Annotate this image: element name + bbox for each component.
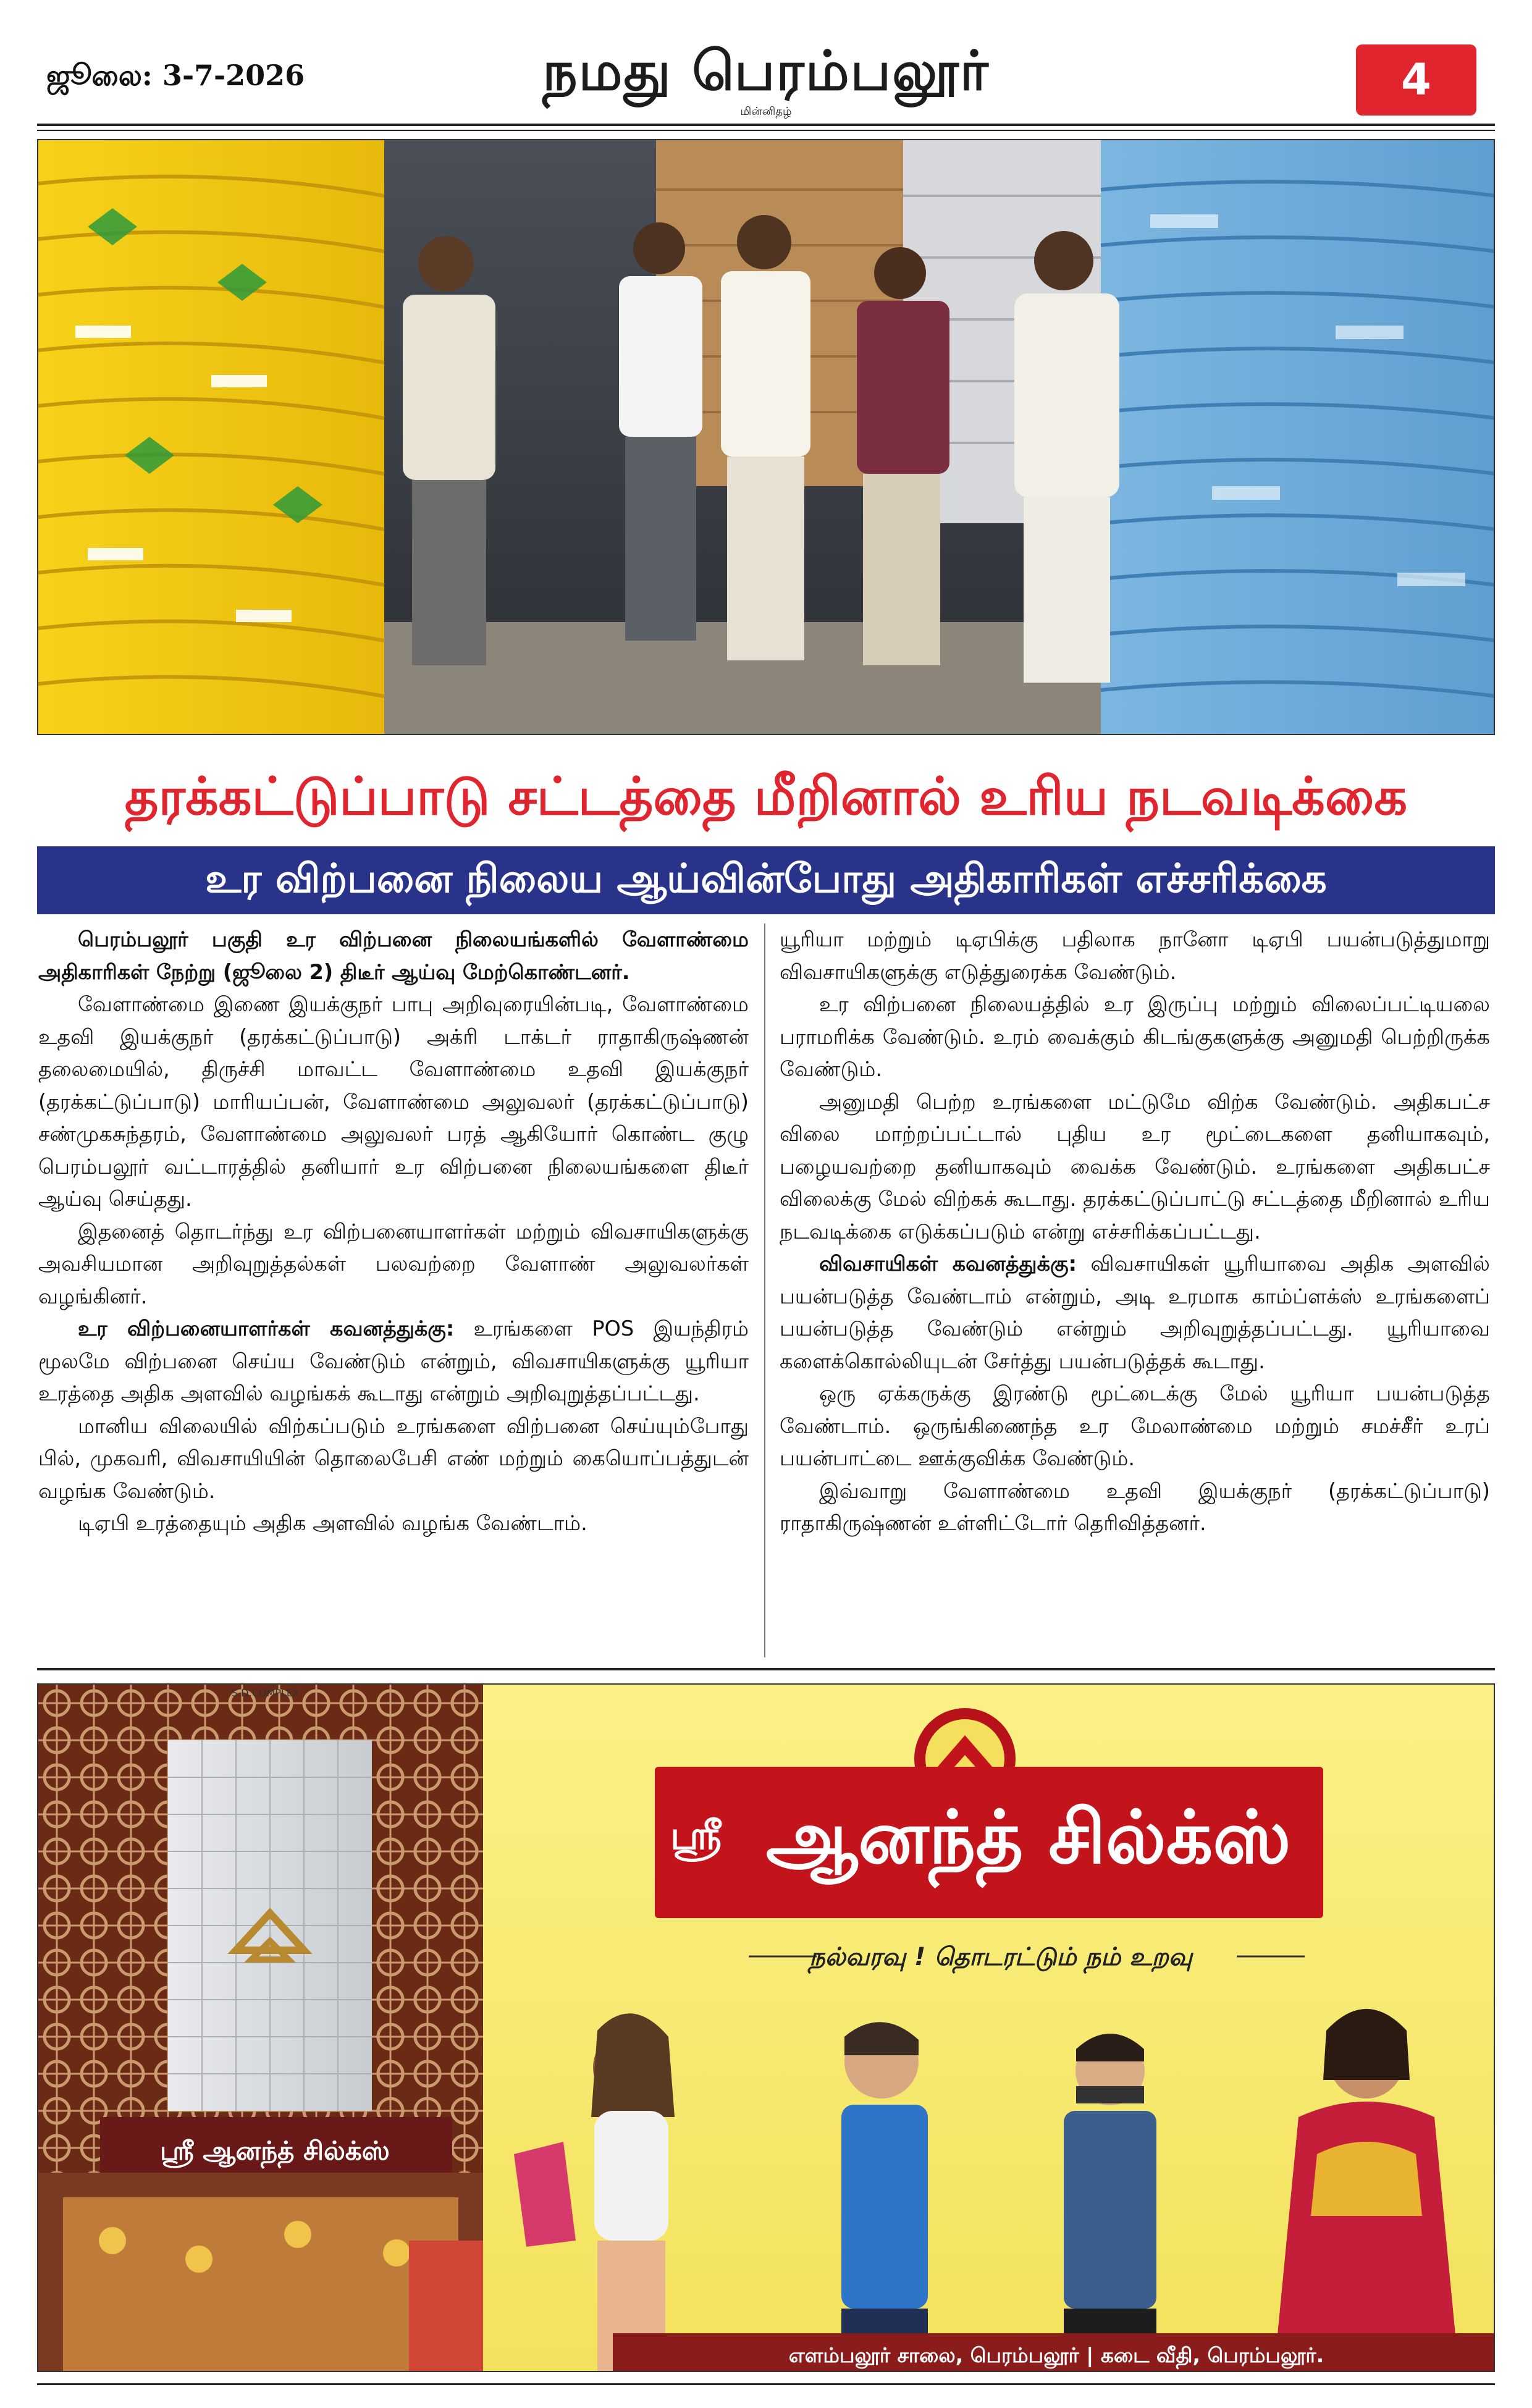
article-paragraph <box>780 1475 1490 1540</box>
paragraph-text: உரங்களை POS இயந்திரம் மூலமே விற்பனை செய்ய வேண்டும் என்றும், விவசாயிகளுக்கு யூரியா உரத்தை அதிக அளவில் வழங்கக் கூடாது என்றும் அறிவுறுத்தப்பட்டது. <box>38 1316 749 1405</box>
masthead-rule <box>37 124 1495 126</box>
paragraph-lead: விவசாயிகள் கவனத்துக்கு: <box>819 1252 1077 1276</box>
paragraph-lead: உர விற்பனையாளர்கள் கவனத்துக்கு: <box>78 1316 455 1341</box>
article-paragraph <box>38 1216 749 1313</box>
article-paragraph <box>780 924 1490 988</box>
models-group <box>514 2009 1459 2372</box>
news-photo <box>37 139 1495 735</box>
paragraph-text: இதனைத் தொடர்ந்து உர விற்பனையாளர்கள் மற்றும் விவசாயிகளுக்கு அவசியமான அறிவுறுத்தல்கள் பலவற்றை வேளாண் அலுவலர்கள் வழங்கினர். <box>38 1219 749 1308</box>
building-label: S.D.COMPLEX <box>232 1687 300 1699</box>
issue-date: ஜூலை: 3-7-2026 <box>46 59 305 92</box>
article-headline: தரக்கட்டுப்பாடு சட்டத்தை மீறினால் உரிய நடவடிக்கை <box>124 766 1408 827</box>
article-bottom-rule <box>37 1668 1495 1670</box>
paragraph-text: வேளாண்மை இணை இயக்குநர் பாபு அறிவுரையின்படி, வேளாண்மை உதவி இயக்குநர் (தரக்கட்டுப்பாடு) அக்ரி டாக்டர் ராதாகிருஷ்ணன் தலைமையில், திருச்சி மாவட்ட வேளாண்மை உதவி இயக்குநர் (தரக்கட்டுப்பாடு) மாரியப்பன், வேளாண்மை அலுவலர் (தரக்கட்டுப்பாடு) சண்முகசுந்தரம், வேளாண்மை அலுவலர் பரத் ஆகியோர் கொண்ட குழு பெரம்பலூர் வட்டாரத்தில் தனியார் உர விற்பனை நிலையங்களை திடீர் ஆய்வு செய்தது. <box>38 992 749 1211</box>
article-paragraph <box>38 1313 749 1410</box>
masthead-title: நமது பெரம்பலூர் <box>542 38 990 103</box>
paragraph-text: மானிய விலையில் விற்கப்படும் உரங்களை விற்பனை செய்யும்போது பில், முகவரி, விவசாயியின் தொலைபேசி எண் மற்றும் கையொப்பத்துடன் வழங்க வேண்டும். <box>38 1413 749 1503</box>
masthead-tagline: மின்னிதழ் <box>740 105 792 118</box>
article-paragraph <box>38 1507 749 1540</box>
article-paragraph <box>780 1378 1490 1475</box>
paragraph-text: விவசாயிகள் யூரியாவை அதிக அளவில் பயன்படுத்த வேண்டாம் என்றும், அடி உரமாக காம்ப்ளக்ஸ் உரங்களைப் பயன்படுத்த வேண்டும் என்றும் அறிவுறுத்தப்பட்டது. யூரியாவை களைக்கொல்லியுடன் சேர்த்து பயன்படுத்தக் கூடாது. <box>780 1252 1490 1373</box>
shop-sign-text: ஸ்ரீ ஆனந்த் சில்க்ஸ் <box>160 2136 390 2166</box>
page-number-badge: 4 <box>1356 44 1476 116</box>
shop-address: எளம்பலூர் சாலை, பெரம்பலூர் | கடை வீதி, பெரம்பலூர். <box>788 2343 1324 2367</box>
column-divider <box>764 924 765 1657</box>
paragraph-text: யூரியா மற்றும் டிஏபிக்கு பதிலாக நானோ டிஏபி பயன்படுத்துமாறு விவசாயிகளுக்கு எடுத்துரைக்க வேண்டும். <box>780 927 1490 984</box>
brand-prefix: ஸ்ரீ <box>670 1813 722 1859</box>
article-paragraph <box>780 1086 1490 1248</box>
masthead-rule-thin <box>37 130 1495 131</box>
article-column-1 <box>38 924 749 1540</box>
paragraph-text: இவ்வாறு வேளாண்மை உதவி இயக்குநர் (தரக்கட்டுப்பாடு) ராதாகிருஷ்ணன் உள்ளிட்டோர் தெரிவித்தனர். <box>780 1478 1490 1535</box>
article-paragraph <box>780 1248 1490 1378</box>
paragraph-text: டிஏபி உரத்தையும் அதிக அளவில் வழங்க வேண்டாம். <box>78 1511 587 1535</box>
article-paragraph <box>38 988 749 1216</box>
article-paragraph <box>38 1410 749 1508</box>
brand-tagline: நல்வரவு ! தொடரட்டும் நம் உறவு <box>809 1943 1192 1971</box>
paragraph-lead: பெரம்பலூர் பகுதி உர விற்பனை நிலையங்களில் வேளாண்மை அதிகாரிகள் நேற்று (ஜூலை 2) திடீர் ஆய்வு மேற்கொண்டனர். <box>38 927 749 984</box>
fertilizer-warehouse-photo <box>38 140 1495 735</box>
paragraph-text: அனுமதி பெற்ற உரங்களை மட்டுமே விற்க வேண்டும். அதிகபட்ச விலை மாற்றப்பட்டால் புதிய உர மூட்டைகளை தனியாகவும், பழையவற்றை தனியாகவும் வைக்க வேண்டும். உரங்களை அதிகபட்ச விலைக்கு மேல் விற்கக் கூடாது. தரக்கட்டுப்பாட்டு சட்டத்தை மீறினால் உரிய நடவடிக்கை எடுக்கப்படும் என்று எச்சரிக்கப்பட்டது. <box>780 1089 1490 1244</box>
article-paragraph <box>780 988 1490 1086</box>
brand-name: ஆனந்த் சில்க்ஸ் <box>766 1795 1291 1880</box>
page-bottom-rule <box>37 2383 1495 2385</box>
paragraph-text: ஒரு ஏக்கருக்கு இரண்டு மூட்டைக்கு மேல் யூரியா பயன்படுத்த வேண்டாம். ஒருங்கிணைந்த உர மேலாண்மை மற்றும் சமச்சீர் உரப் பயன்பாட்டை ஊக்குவிக்க வேண்டும். <box>780 1381 1490 1470</box>
paragraph-text: உர விற்பனை நிலையத்தில் உர இருப்பு மற்றும் விலைப்பட்டியலை பராமரிக்க வேண்டும். உரம் வைக்கும் கிடங்குகளுக்கு அனுமதி பெற்றிருக்க வேண்டும். <box>780 992 1490 1081</box>
article-subheadline: உர விற்பனை நிலைய ஆய்வின்போது அதிகாரிகள் எச்சரிக்கை <box>205 856 1327 902</box>
article-paragraph <box>38 924 749 988</box>
article-column-2 <box>780 924 1490 1540</box>
